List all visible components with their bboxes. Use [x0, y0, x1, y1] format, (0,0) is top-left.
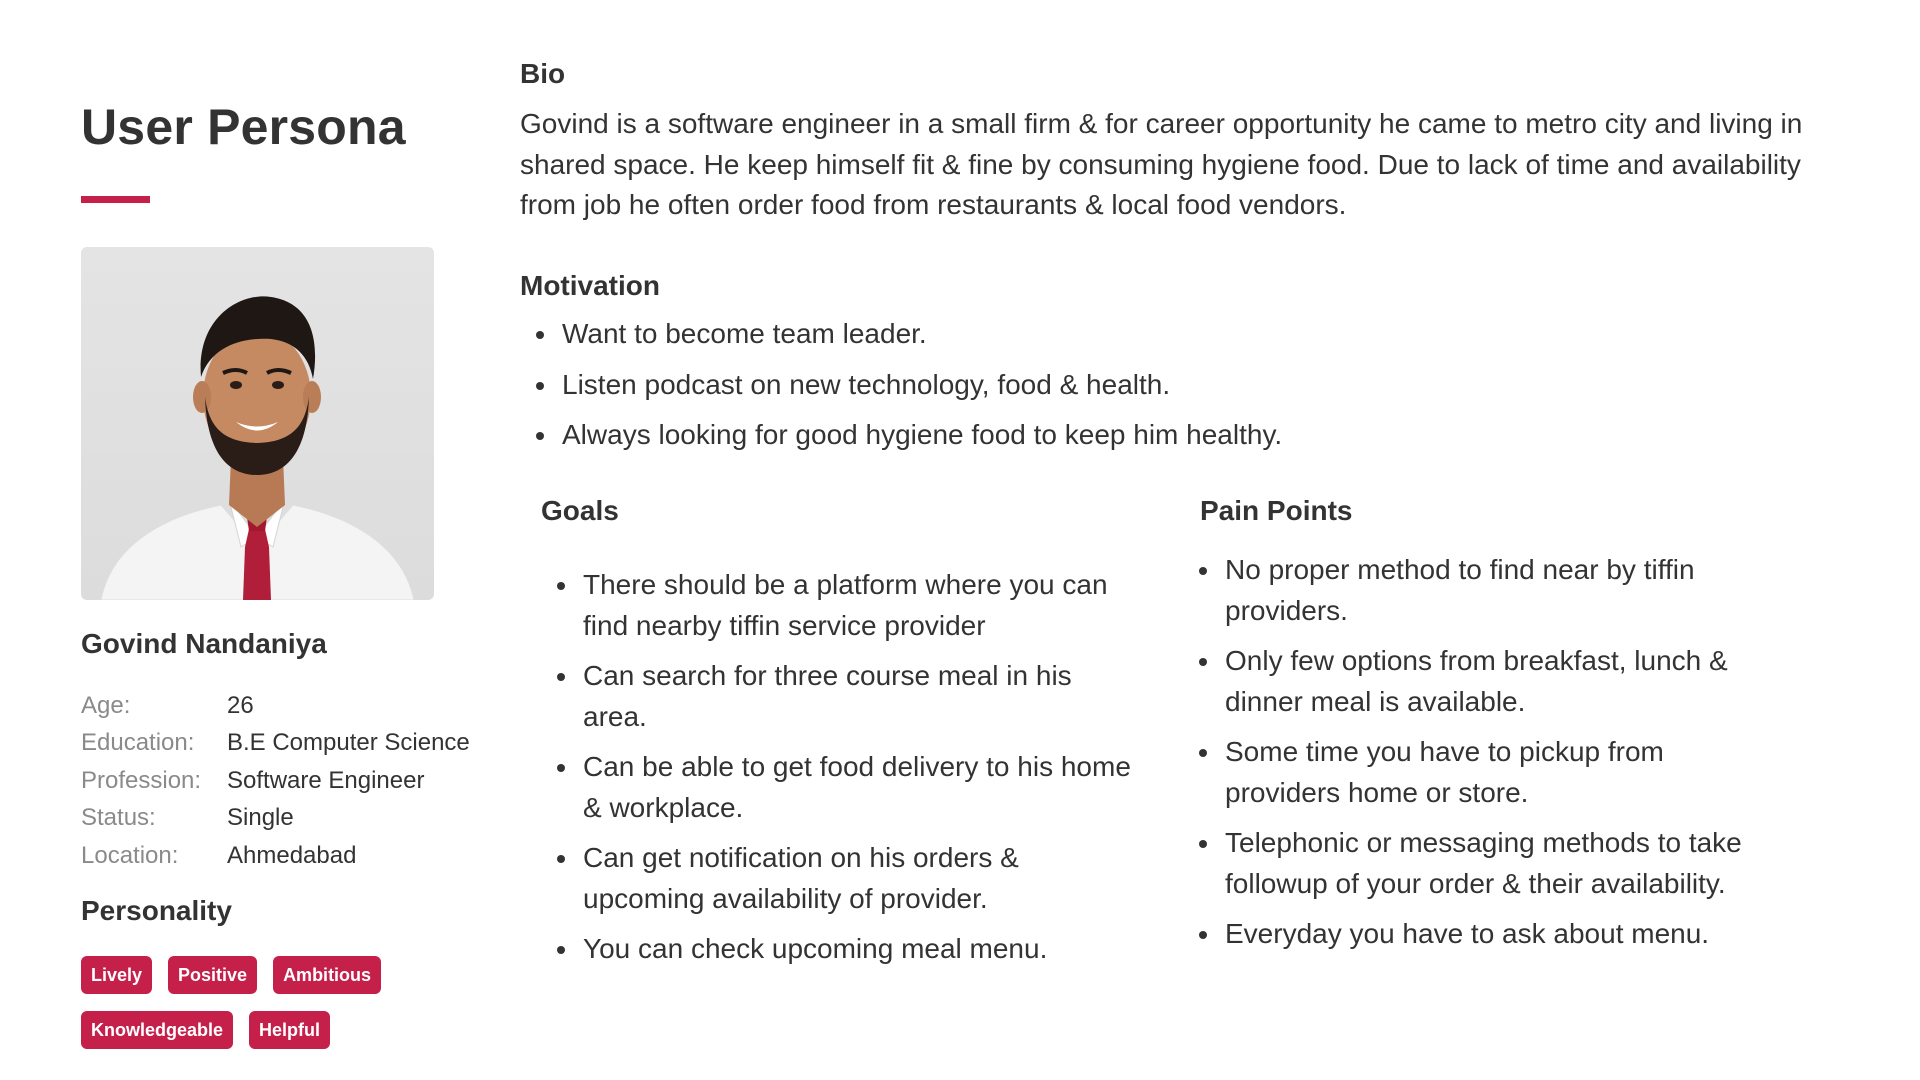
persona-photo	[81, 247, 434, 600]
detail-value: Single	[227, 804, 294, 832]
personality-tag: Helpful	[249, 1011, 330, 1049]
list-item: Telephonic or messaging methods to take followup of your order & their availability.	[1183, 823, 1773, 904]
detail-value: Ahmedabad	[227, 841, 357, 869]
list-item: Can search for three course meal in his area.	[541, 656, 1131, 737]
list-item: Only few options from breakfast, lunch & dinner meal is available.	[1183, 641, 1773, 722]
goals-heading: Goals	[541, 495, 619, 526]
detail-row-age	[81, 687, 521, 725]
list-item: Listen podcast on new technology, food & health.	[520, 365, 1720, 406]
title-underline	[81, 196, 150, 203]
detail-label: Education:	[81, 729, 195, 757]
detail-row-education	[81, 725, 521, 763]
personality-tag: Lively	[81, 956, 152, 994]
detail-row-profession	[81, 762, 521, 800]
pain-points-heading: Pain Points	[1200, 495, 1353, 526]
detail-label: Profession:	[81, 766, 202, 794]
detail-label: Location:	[81, 841, 179, 869]
list-item: Can get notification on his orders & upcoming availability of provider.	[541, 838, 1131, 919]
list-item: You can check upcoming meal menu.	[541, 929, 1131, 970]
detail-row-location	[81, 837, 521, 875]
pain-points-list	[1183, 550, 1773, 965]
list-item: Everyday you have to ask about menu.	[1183, 914, 1773, 955]
list-item: Some time you have to pickup from providers home or store.	[1183, 732, 1773, 813]
detail-label: Status:	[81, 804, 156, 832]
list-item: Can be able to get food delivery to his home & workplace.	[541, 747, 1131, 828]
personality-tag: Positive	[168, 956, 257, 994]
list-item: Want to become team leader.	[520, 314, 1720, 355]
list-item: Always looking for good hygiene food to keep him healthy.	[520, 415, 1720, 456]
personality-tag: Ambitious	[273, 956, 381, 994]
detail-value: 26	[227, 691, 254, 719]
goals-list	[541, 565, 1131, 980]
motivation-list	[520, 314, 1720, 466]
bio-text: Govind is a software engineer in a small firm & for career opportunity he came to metro city and living in shared space. He keep himself fit & fine by consuming hygiene food. Due to lack of time and availability from job he often order food from restaurants & local food vendors.	[520, 108, 1803, 220]
page-title: User Persona	[81, 99, 406, 155]
personality-tags	[81, 956, 421, 1049]
list-item: No proper method to find near by tiffin providers.	[1183, 550, 1773, 631]
person-portrait-icon	[81, 247, 434, 600]
persona-details	[81, 687, 521, 875]
motivation-heading: Motivation	[520, 270, 660, 301]
detail-value: B.E Computer Science	[227, 729, 470, 757]
detail-label: Age:	[81, 691, 131, 719]
personality-heading: Personality	[81, 895, 232, 926]
list-item: There should be a platform where you can find nearby tiffin service provider	[541, 565, 1131, 646]
detail-row-status	[81, 800, 521, 838]
persona-name: Govind Nandaniya	[81, 628, 327, 659]
bio-heading: Bio	[520, 58, 566, 89]
detail-value: Software Engineer	[227, 766, 425, 794]
personality-tag: Knowledgeable	[81, 1011, 233, 1049]
